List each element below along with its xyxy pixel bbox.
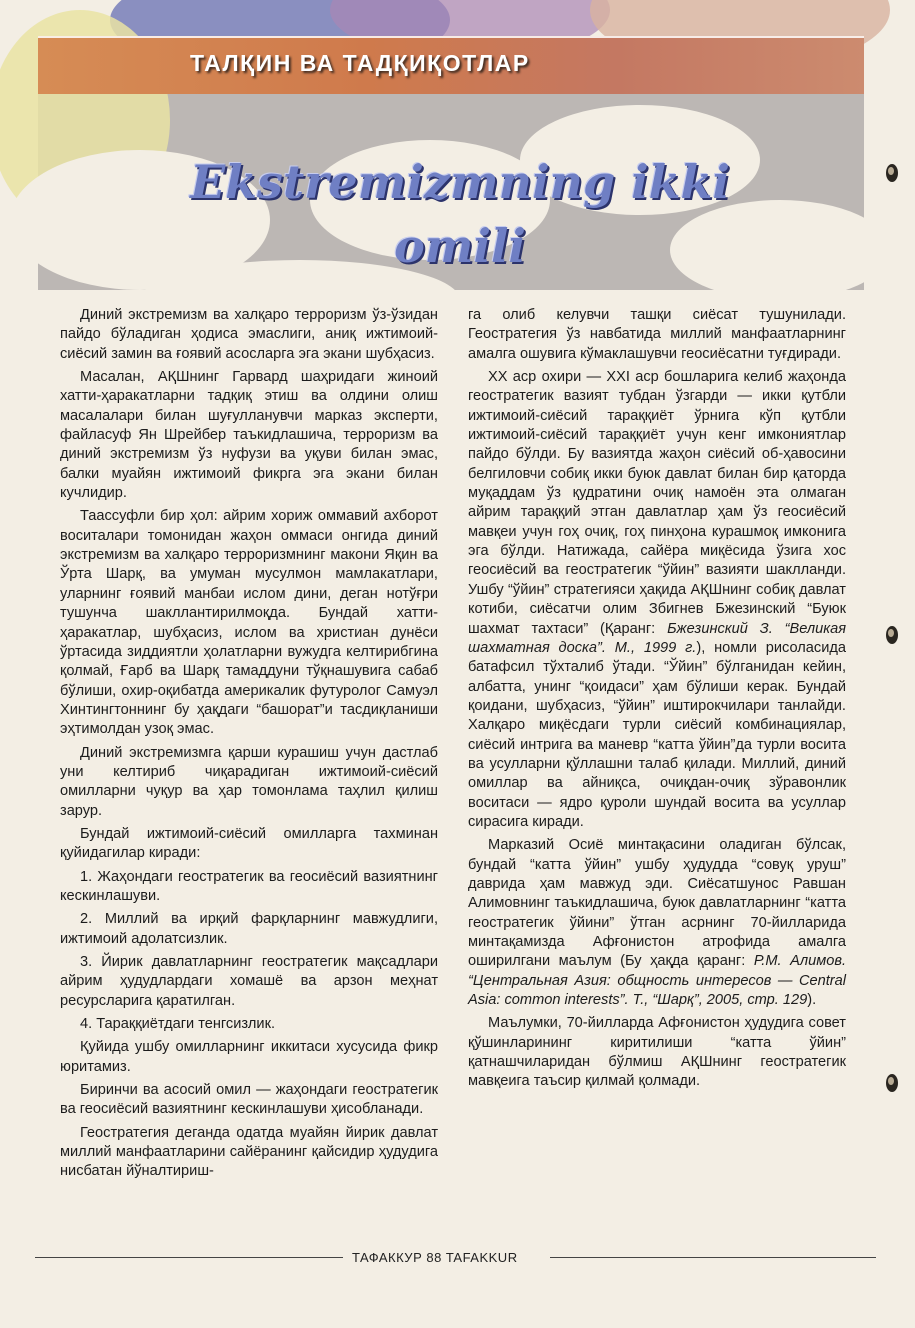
paragraph	[468, 836, 846, 1010]
list-item: 2. Миллий ва ирқий фарқларнинг мавжудлиги, ижтимоий адолатсизлик.	[60, 911, 438, 947]
header-rule	[38, 36, 864, 38]
footer-rule-left	[35, 1257, 343, 1258]
paragraph-text: Марказий Осиё минтақасини оладиган бўлсак, бундай “катта ўйин” ушбу ҳудудда “совуқ уруш” даврида ҳам мавжуд эди. Сиёсатшунос Равшан Алимовнинг таъкидлашича, буюк давлатларнинг “катта геостратегик ўйини” ўтган асрнинг 70-йилларида минтақамизда Афғонистон атрофида амалга оширилгани маълум (Бу ҳақда қаранг:	[468, 837, 846, 970]
page-footer: ТАФАККУР 88 TAFAKKUR	[352, 1250, 518, 1265]
paragraph: Маълумки, 70-йилларда Афғонистон ҳудудига совет қўшинларининг киритилиши “катта ўйин” қатнашчиларидан бўлмиш АҚШнинг геостратегик мавқеига таъсир қилмай қолмади.	[468, 1015, 846, 1090]
paragraph: Диний экстремизмга қарши курашиш учун дастлаб уни келтириб чиқарадиган ижтимоий-сиёсий омилларни чуқур ва ҳар томонлама таҳлил қилиш зарур.	[60, 744, 438, 819]
section-title: ТАЛҚИН ВА ТАДҚИҚОТЛАР	[190, 50, 530, 76]
article-title-line-1: Ekstremizmning ikki	[190, 155, 730, 209]
right-column	[468, 306, 846, 1096]
article-title-line-2: omili	[394, 219, 526, 273]
paragraph: га олиб келувчи ташқи сиёсат тушунилади. Геостратегия ўз навбатида миллий манфаатларнинг амалга ошувига кўмаклашувчи геосиёсатни туғдиради.	[468, 307, 846, 362]
paragraph: Диний экстремизм ва халқаро терроризм ўз-ўзидан пайдо бўладиган ҳодиса эмаслиги, аниқ ижтимоий-сиёсий замин ва ғоявий асосларга эга экани шубҳасиз.	[60, 307, 438, 362]
paragraph-text: ), номли рисоласида батафсил тўхталиб ўтади. “Ўйин” бўлганидан кейин, албатта, унинг “қоидаси” ҳам бўлиши керак. Бундай қоидани, шубҳасиз, “ўйин” иштирокчилари танлайди. Халқаро миқёсдаги турли сиёсий комбинациялар, сиёсий интрига ва маневр “катта ўйин”да турли восита ва усулларни қўллашни талаб қилади. Миллий, диний омиллар ва айниқса, очиқдан-очиқ зўравонлик воситаси — ядро қуроли шундай восита ва усуллар сирасига киради.	[468, 639, 846, 830]
list-item: 3. Йирик давлатларнинг геостратегик мақсадлари айрим ҳудудлардаги хомашё ва арзон меҳнат ресурсларига қаратилган.	[60, 954, 438, 1009]
binder-hole-icon	[883, 158, 901, 188]
paragraph: Геостратегия деганда одатда муайян йирик давлат миллий манфаатларини сайёранинг қайсидир ҳудудига нисбатан йўналтириш-	[60, 1124, 438, 1180]
citation: Бжезинский З. “Великая шахматная доска”. М., 1999 г.	[468, 620, 846, 656]
citation: Р.М. Алимов. “Центральная Азия: общность интересов — Central Asia: common interests”. Т., “Шарқ”, 2005, стр. 129	[468, 953, 846, 1009]
paragraph-text: XX аср охири — XXI аср бошларига келиб жаҳонда геостратегик вазият тубдан ўзгарди — икки қутбли ижтимоий-сиёсий тараққиёт ўрнига кўп қутбли ижтимоий-сиёсий тараққиёт учун кенг имкониятлар пайдо бўлди. Бу вазиятда жаҳон сиёсий об-ҳавосини белгиловчи собиқ икки буюк давлат билан бир қаторда муқаддам ўз қудратини очиқ намоён эта олмаган айрим тараққий этган давлатлар ҳам ўз геосиёсий мавқеи учун гоҳ очиқ, гоҳ пинҳона курашмоқ имконига эга бўлди. Натижада, сайёра миқёсида ўзига хос геосиёсий ва геостратегик “ўйин” вазияти шаклланди. Ушбу “ўйин” стратегияси ҳақида АҚШнинг собиқ давлат котиби, сиёсатчи олим Збигнев Бжезинский “Буюк шахмат тахтаси” (Қаранг:	[468, 369, 846, 637]
list-item: 4. Тараққиётдаги тенгсизлик.	[80, 1016, 276, 1033]
paragraph: Масалан, АҚШнинг Гарвард шаҳридаги жиноий хатти-ҳаракатларни тадқиқ этиш ва олдини олиш масалалари билан шуғулланувчи марказ эксперти, файласуф Ян Шрейбер таъкидлашича, терроризм ва диний экстремизм ўз нуфузи ва уқуви билан эмас, балки муайян ижтимоий фикрга эга экани билан кучлидир.	[60, 369, 438, 502]
left-column	[60, 306, 438, 1186]
footer-rule-right	[550, 1257, 876, 1258]
list-item: 1. Жаҳондаги геостратегик ва геосиёсий вазиятнинг кескинлашуви.	[60, 868, 438, 904]
paragraph: Бундай ижтимоий-сиёсий омилларга тахминан қуйидагилар киради:	[60, 825, 438, 862]
paragraph-text: ).	[807, 992, 817, 1009]
paragraph	[468, 368, 846, 832]
binder-hole-icon	[883, 1068, 901, 1098]
paragraph: Таассуфли бир ҳол: айрим хориж оммавий ахборот воситалари томонидан жаҳон оммаси онгида диний экстремизм ва халқаро терроризмнинг макони Яқин ва Ўрта Шарқ, ва умуман мусулмон мамлакатлари, уларнинг ғоявий манбаи ислом дини, деган нотўғри тушунча шакллантирилмоқда. Бундай хатти-ҳаракатлар, шубҳасиз, ислом ва христиан дунёси ўртасида зиддиятли ҳолатларни вужудга келтирибгина қолмай, Ғарб ва Шарқ тамаддуни тўқнашувига сабаб бўлиши, охир-оқибатда америкалик футуролог Самуэл Хинтингтоннинг бу ҳақдаги “башорат”и тасдиқланиши эҳтимолдан узоқ эмас.	[60, 508, 438, 738]
paragraph: Биринчи ва асосий омил — жаҳондаги геостратегик ва геосиёсий вазиятнинг кескинлашуви ҳисобланади.	[60, 1082, 438, 1118]
paragraph: Қуйида ушбу омилларнинг иккитаси хусусида фикр юритамиз.	[60, 1039, 438, 1075]
article-title	[150, 150, 770, 278]
binder-hole-icon	[883, 620, 901, 650]
